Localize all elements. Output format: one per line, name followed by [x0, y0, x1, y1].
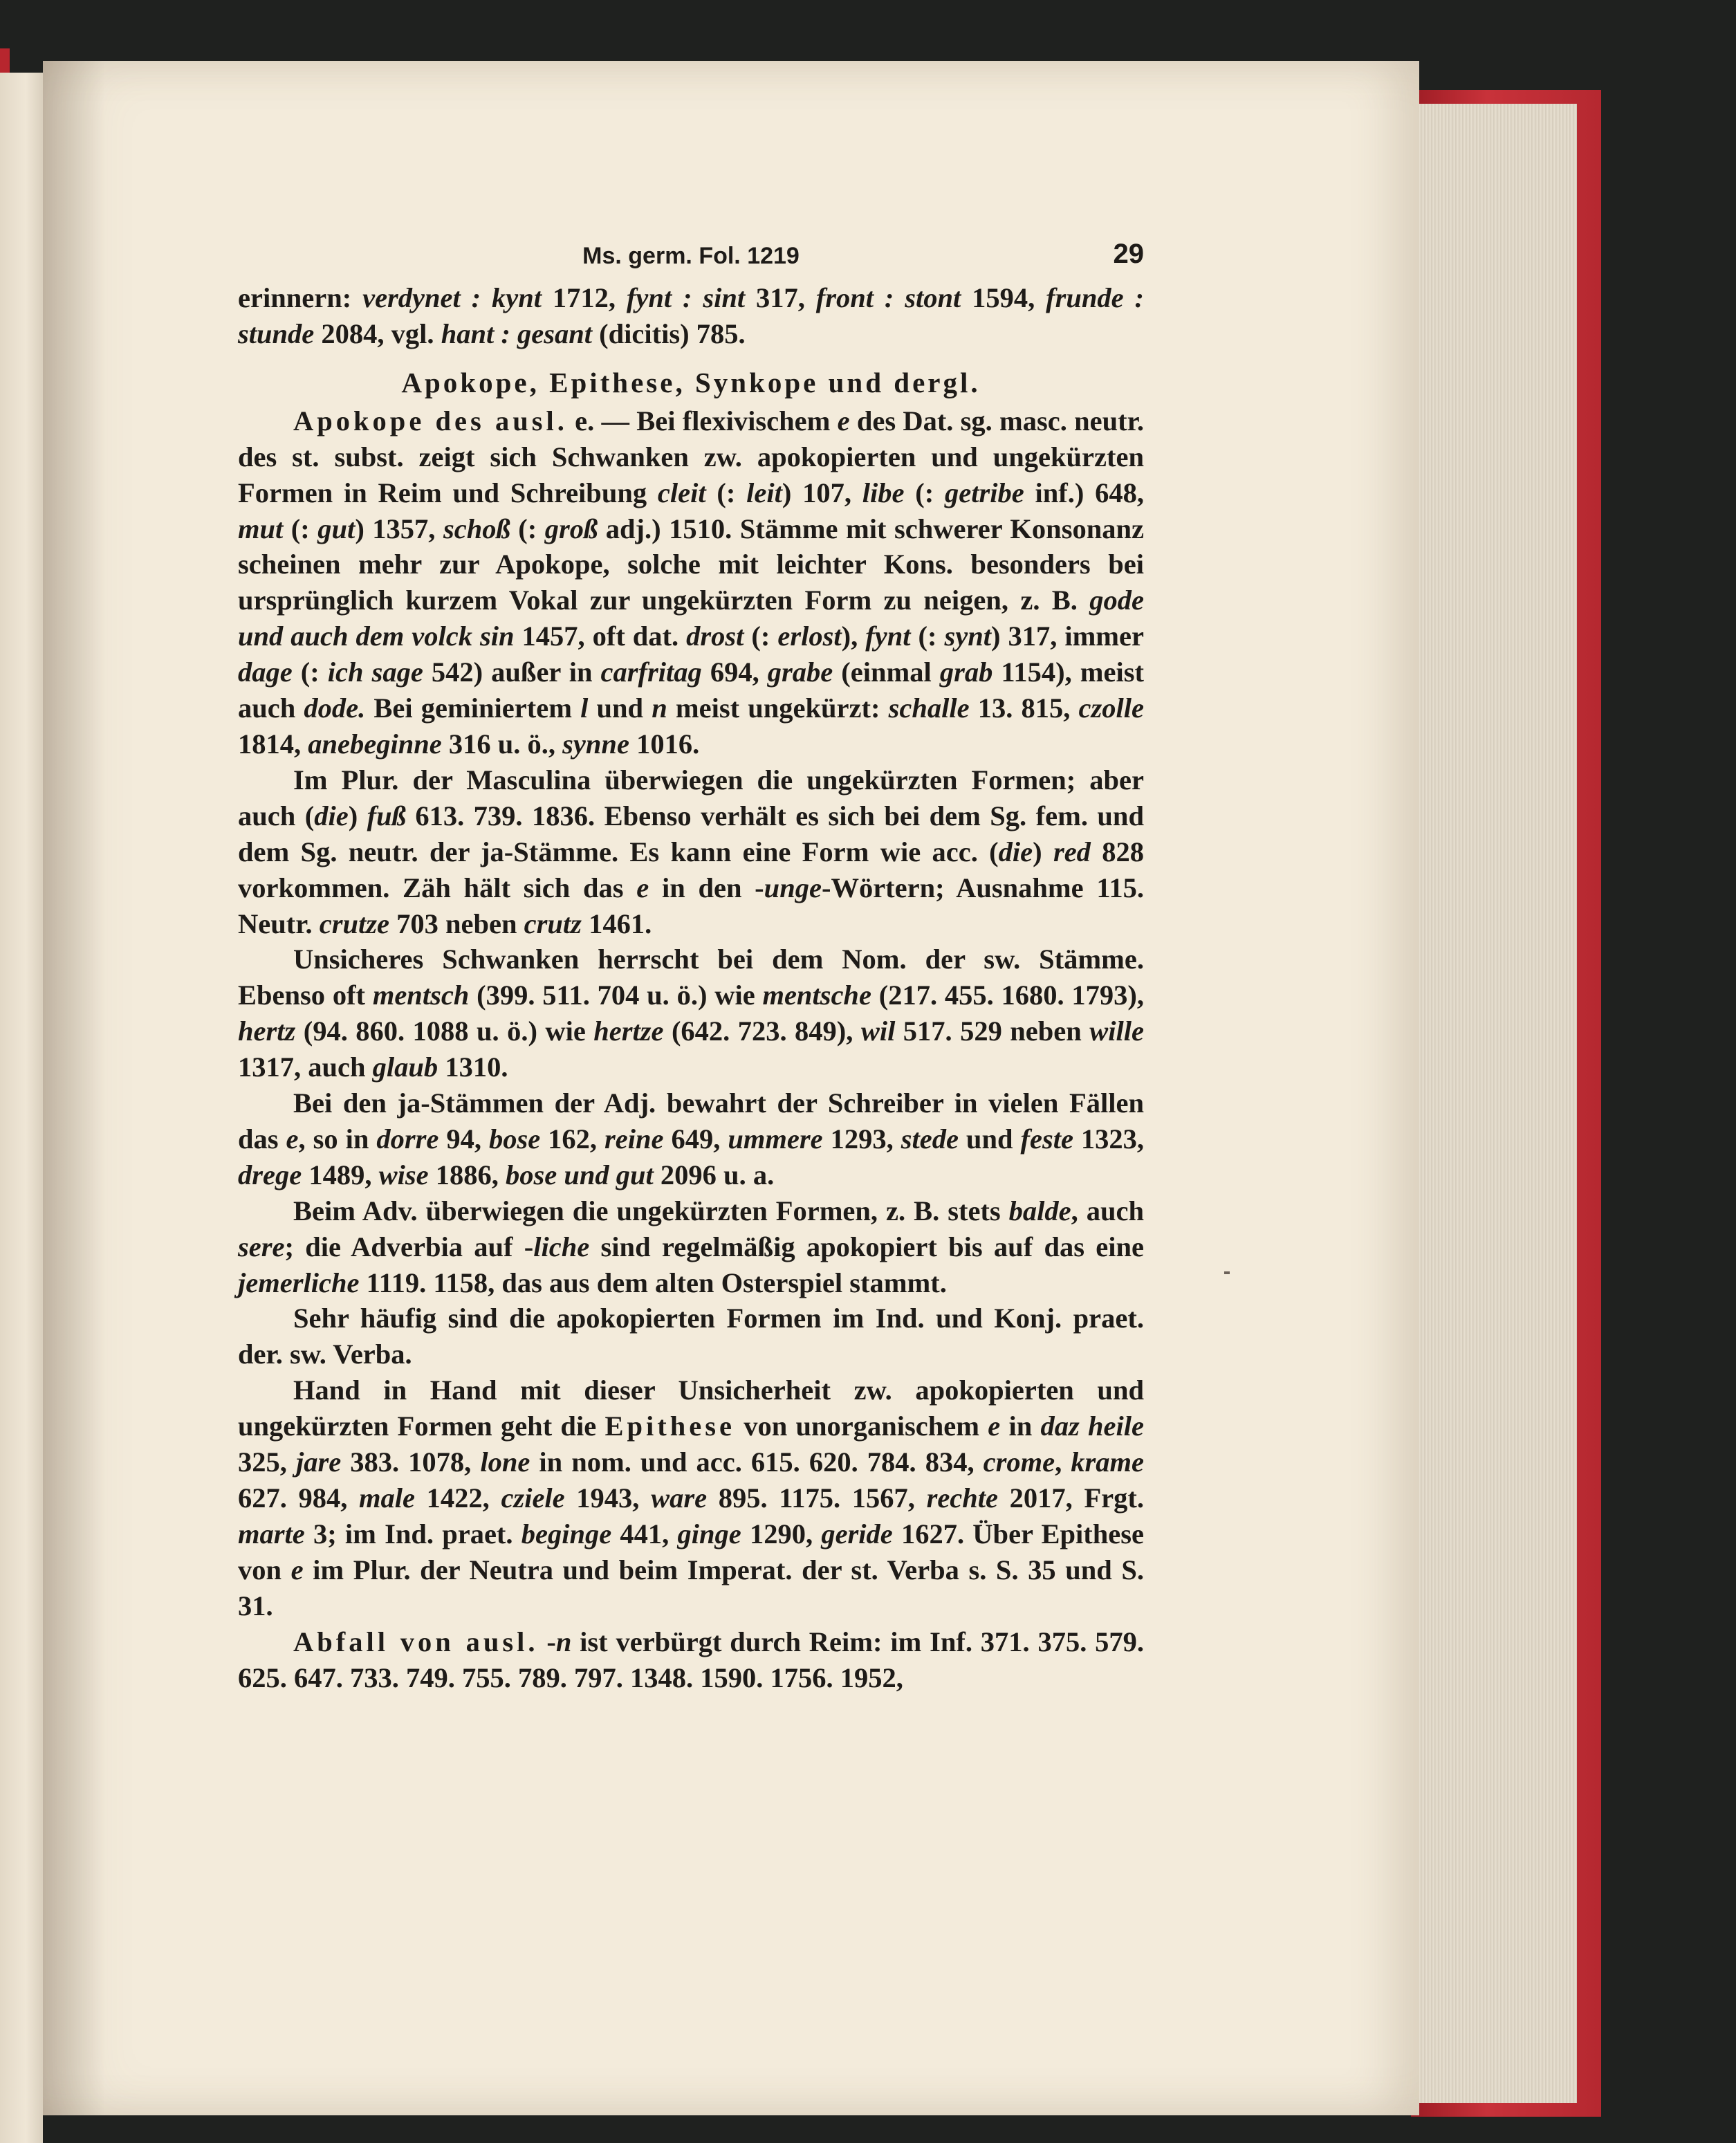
- page-header: [238, 232, 1144, 280]
- paragraph: Im Plur. der Masculina überwiegen die ungekürzten Formen; aber auch (die) fuß 613. 739. 1836. Ebenso verhält es sich bei dem Sg. fem. und dem Sg. neutr. der ja-Stämme. Es kann eine Form wie acc. (die) red 828 vorkommen. Zäh hält sich das e in den -unge-Wörtern; Ausnahme 115. Neutr. crutze 703 neben crutz 1461.: [238, 764, 1145, 939]
- gutter-shadow: [43, 61, 105, 2115]
- paragraph: erinnern: verdynet : kynt 1712, fynt : sint 317, front : stont 1594, frunde : stunde 2084, vgl. hant : gesant (dicitis) 785.: [238, 282, 1145, 349]
- paragraph: Abfall von ausl. -n ist verbürgt durch Reim: im Inf. 371. 375. 579. 625. 647. 733. 749. 755. 789. 797. 1348. 1590. 1756. 1952,: [238, 1626, 1145, 1693]
- running-title: Ms. germ. Fol. 1219: [582, 243, 800, 269]
- paragraph: Apokope des ausl. e. — Bei flexivischem e des Dat. sg. masc. neutr. des st. subst. zeigt sich Schwanken zw. apokopierten und ungekürzten Formen in Reim und Schreibung cleit (: leit) 107, libe (: getribe inf.) 648, mut (: gut) 1357, schoß (: groß adj.) 1510. Stämme mit schwerer Konsonanz scheinen mehr zur Apokope, solche mit leichter Kons. besonders bei ursprünglich kurzem Vokal zur ungekürzten Form zu neigen, z. B. gode und auch dem volck sin 1457, oft dat. drost (: erlost), fynt (: synt) 317, immer dage (: ich sage 542) außer in carfritag 694, grabe (einmal grab 1154), meist auch dode. Bei geminiertem l und n meist ungekürzt: schalle 13. 815, czolle 1814, anebeginne 316 u. ö., synne 1016.: [238, 405, 1145, 760]
- paragraph: Bei den ja-Stämmen der Adj. bewahrt der Schreiber in vielen Fällen das e, so in dorre 94, bose 162, reine 649, ummere 1293, stede und feste 1323, drege 1489, wise 1886, bose und gut 2096 u. a.: [238, 1087, 1145, 1190]
- margin-speck: [1224, 1271, 1230, 1274]
- paragraph: Beim Adv. überwiegen die ungekürzten Formen, z. B. stets balde, auch sere; die Adverbia auf -liche sind regelmäßig apokopiert bis auf das eine jemerliche 1119. 1158, das aus dem alten Osterspiel stammt.: [238, 1195, 1144, 1298]
- section-heading: Apokope, Epithese, Synkope und dergl.: [401, 366, 981, 398]
- body-text: [238, 280, 1144, 1695]
- paragraph: Unsicheres Schwanken herrscht bei dem Nom. der sw. Stämme. Ebenso oft mentsch (399. 511. 704 u. ö.) wie mentsche (217. 455. 1680. 1793), hertz (94. 860. 1088 u. ö.) wie hertze (642. 723. 849), wil 517. 529 neben wille 1317, auch glaub 1310.: [238, 944, 1144, 1083]
- page-block-edge: [1411, 104, 1577, 2103]
- paragraph: Sehr häufig sind die apokopierten Formen im Ind. und Konj. praet. der. sw. Verba.: [238, 1303, 1144, 1370]
- text-block: [238, 232, 1144, 1695]
- left-page-edge: [0, 73, 43, 2143]
- paragraph: Hand in Hand mit dieser Unsicherheit zw. apokopierten und ungekürzten Formen geht die Epithese von unorganischem e in daz heile 325, jare 383. 1078, lone in nom. und acc. 615. 620. 784. 834, crome, krame 627. 984, male 1422, cziele 1943, ware 895. 1175. 1567, rechte 2017, Frgt. marte 3; im Ind. praet. beginge 441, ginge 1290, geride 1627. Über Epithese von e im Plur. der Neutra und beim Imperat. der st. Verba s. S. 35 und S. 31.: [238, 1374, 1145, 1621]
- page-number: 29: [1113, 239, 1144, 269]
